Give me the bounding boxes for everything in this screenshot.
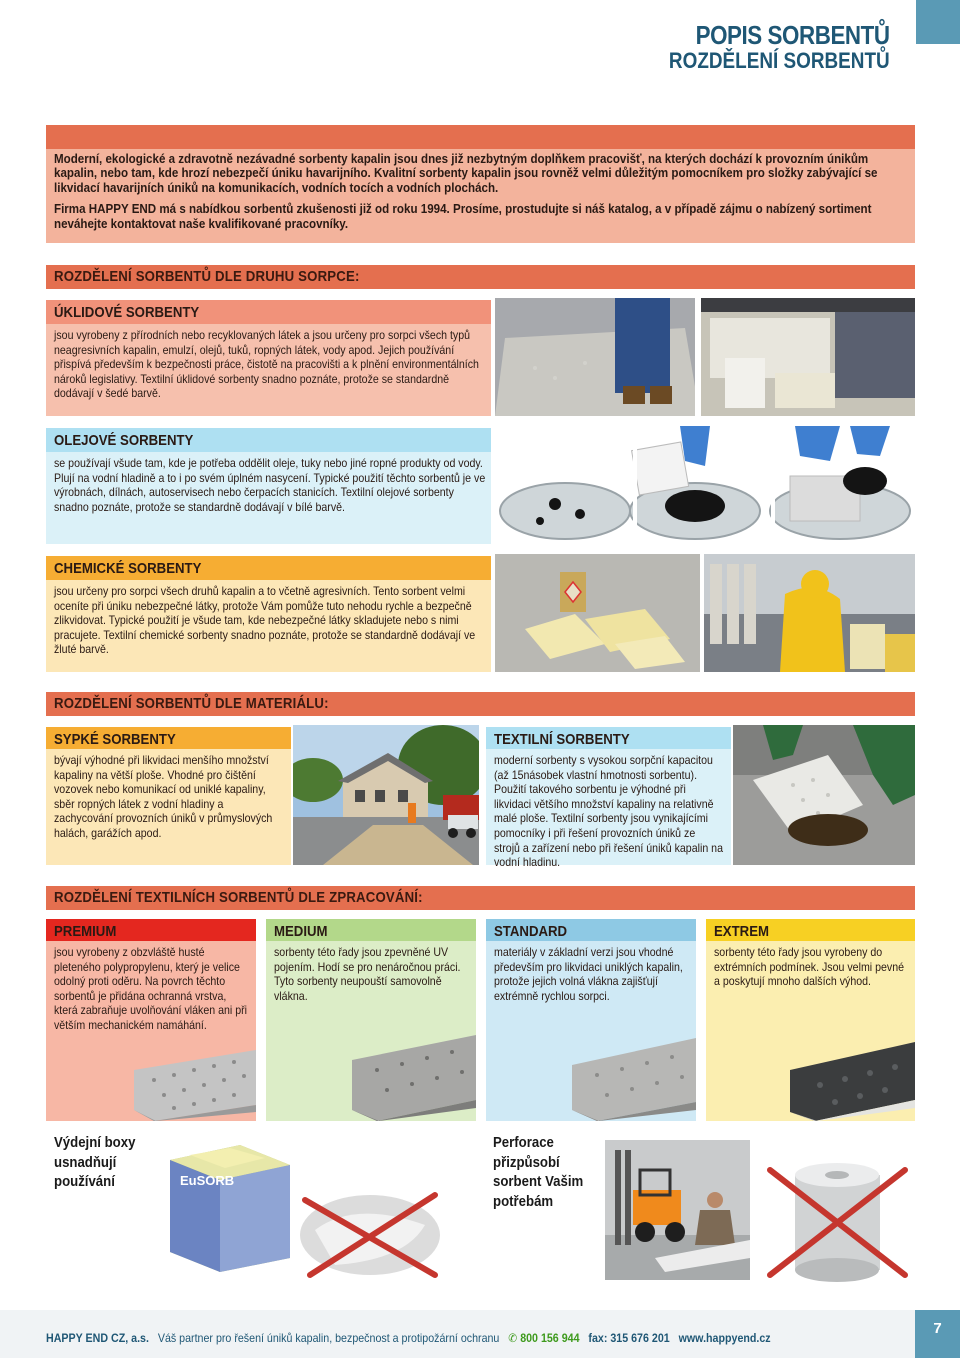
- dispenser-box-photo: [160, 1140, 295, 1272]
- premium-sample-photo: [134, 1050, 256, 1121]
- premium-heading: [46, 919, 256, 941]
- dispenser-box-logo: EuSORB: [180, 1173, 235, 1188]
- no-roll-photo: [760, 1160, 915, 1285]
- standard-text: materiály v základní verzi jsou vhodné především pro likvidaci uniklých kapalin, protože jejich volná vlákna zajišťují extrémně rychlou sorpci.: [494, 945, 683, 1003]
- page-subtitle: ROZDĚLENÍ SORBENTŮ: [669, 48, 890, 73]
- loose-sorbents-box: [46, 749, 291, 865]
- premium-title: PREMIUM: [54, 923, 117, 940]
- footer-fax: 315 676 201: [610, 1332, 670, 1345]
- extrem-text: sorbenty této řady jsou vyrobeny do extrémních podmínek. Jsou velmi pevné a poskytují mnoho dalších výhod.: [714, 945, 905, 989]
- standard-heading: [486, 919, 696, 941]
- loose-sorbents-heading: [46, 727, 291, 749]
- cleaning-sorbents-heading: [46, 300, 491, 324]
- section-sorption-title: ROZDĚLENÍ SORBENTŮ DLE DRUHU SORPCE:: [54, 268, 360, 285]
- footer-phone[interactable]: 800 156 944: [520, 1332, 580, 1345]
- textile-sorbents-photo: [733, 725, 915, 865]
- footer-fax-label: fax:: [588, 1332, 608, 1345]
- intro-paragraph-1: Moderní, ekologické a zdravotně nezávadné sorbenty kapalin jsou dnes již nezbytným doplňkem pracovišť, na kterých dochází k provozním únikům kapalin, nebo tam, kde hrozí nebezpečí úniku havarijního. Kvalitní sorbenty kapalin jsou rovněž velmi důležitým pomocníkem pro složky zabývající se likvidací havarijních úniků na komunikacích, vodních tocích a vodních plochách.: [54, 152, 878, 195]
- oil-sorbents-text: se používají všude tam, kde je potřeba oddělit oleje, tuky nebo jiné ropné produkty od vody. Plují na vodní hladině a to i po svém úplném nasycení. Typické použití těchto sorbentů je ve výrobnách, dílnách, autoservisech nebo čerpacích stanicích. Textilní olejové sorbenty snadno poznáte, protože se standardně dodávají v bílé barvě.: [54, 456, 486, 514]
- oil-sorbents-box: [46, 452, 491, 544]
- textile-sorbents-text: moderní sorbenty s vysokou sorpční kapacitou (až 15násobek vlastní hmotnosti sorbentu). Použití takového sorbentu je výhodné při likvidaci většího množství kapaliny na relativně malé ploše. Textilní sorbenty jsou vynikajícími pomocníky i při řešení provozních úniků ze strojů a zařízení nebo při řešení úniků kapalin na vodní hladinu.: [494, 753, 724, 870]
- forklift-photo: [605, 1140, 750, 1280]
- footer-text: [46, 1331, 771, 1345]
- page-title: POPIS SORBENTŮ: [695, 20, 890, 50]
- chemical-sorbents-photo: [495, 554, 915, 672]
- medium-title: MEDIUM: [274, 923, 328, 940]
- chemical-sorbents-heading: [46, 556, 491, 580]
- oil-sorbents-title: OLEJOVÉ SORBENTY: [54, 432, 194, 449]
- cleaning-sorbents-title: ÚKLIDOVÉ SORBENTY: [54, 304, 200, 321]
- chemical-sorbents-box: [46, 580, 491, 672]
- medium-text: sorbenty této řady jsou zpevněné UV pojením. Hodí se pro nenáročnou práci. Tyto sorbenty neupouští samovolně vlákna.: [274, 945, 461, 1003]
- loose-sorbents-photo: [293, 725, 479, 865]
- page-number: 7: [915, 1310, 960, 1358]
- loose-sorbents-title: SYPKÉ SORBENTY: [54, 731, 176, 748]
- loose-sorbents-text: bývají výhodné při likvidaci menšího množství kapaliny na větší ploše. Vhodné pro čištění vozovek nebo komunikací od uniklé kapaliny, sběr ropných látek z vodní hladiny a zachycování provozních úniků v průmyslových halách, garážích apod.: [54, 753, 273, 840]
- header-corner-square: [916, 0, 960, 44]
- intro-paragraph-2: Firma HAPPY END má s nabídkou sorbentů zkušenosti již od roku 1994. Prosíme, prostudujte si náš katalog, a v případě zájmu o nabízený sortiment neváhejte kontaktovat naše kvalifikované pracovníky.: [54, 202, 872, 231]
- standard-title: STANDARD: [494, 923, 568, 940]
- cleaning-sorbents-photo: [495, 298, 915, 416]
- footer-brand: HAPPY END CZ, a.s.: [46, 1332, 149, 1345]
- footer-website-link[interactable]: www.happyend.cz: [678, 1332, 771, 1345]
- medium-heading: [266, 919, 476, 941]
- intro-box: [46, 149, 915, 243]
- premium-text: jsou vyrobeny z obzvláště husté pleteného polypropylenu, který je velice odolný proti oděru. Na povrch těchto sorbentů je přidána ochranná vrstva, která zabraňuje uvolňování vláken ani při větším mechanickém namáhání.: [54, 945, 248, 1032]
- cleaning-sorbents-box: [46, 324, 491, 416]
- extrem-heading: [706, 919, 915, 941]
- perforation-caption: Perforace přizpůsobí sorbent Vašim potřebám: [493, 1134, 584, 1210]
- chemical-sorbents-title: CHEMICKÉ SORBENTY: [54, 560, 202, 577]
- intro-band: [46, 125, 915, 149]
- no-box-photo: [295, 1180, 445, 1285]
- textile-sorbents-heading: [486, 727, 731, 749]
- section-processing-title: ROZDĚLENÍ TEXTILNÍCH SORBENTŮ DLE ZPRACOVÁNÍ:: [54, 889, 423, 906]
- standard-sample-photo: [572, 1030, 696, 1121]
- oil-sorbents-heading: [46, 428, 491, 452]
- medium-sample-photo: [352, 1030, 476, 1121]
- phone-icon: ✆: [508, 1332, 518, 1345]
- extrem-sample-photo: [790, 1030, 915, 1121]
- extrem-title: EXTREM: [714, 923, 770, 940]
- textile-sorbents-box: [486, 749, 731, 870]
- oil-sorbents-photo: [495, 426, 915, 544]
- textile-sorbents-title: TEXTILNÍ SORBENTY: [494, 731, 630, 748]
- cleaning-sorbents-text: jsou vyrobeny z přírodních nebo recyklovaných látek a jsou určeny pro sorpci všech typů neagresivních kapalin, emulzí, olejů, tuků, ropných látek, vody apod. Jejich používání přispívá především k bezpečnosti práce, čistotě na pracovišti a k plnění environmentálních nároků legislativy. Textilní úklidové sorbenty snadno poznáte, protože se standardně dodávají v šedé barvě.: [54, 328, 479, 401]
- footer-tagline: Váš partner pro řešení úniků kapalin, bezpečnost a protipožární ochranu: [157, 1332, 500, 1345]
- chemical-sorbents-text: jsou určeny pro sorpci všech druhů kapalin a to včetně agresivních. Tento sorbent velmi oceníte při úniku nebezpečné látky, protože Vám pomůže tuto nehodu rychle a bezpečně zlikvidovat. Typické použití je všude tam, kde nebezpečné látky skladujete nebo s nimi pracujete. Textilní chemické sorbenty snadno poznáte, protože se standardně dodávají ve žluté barvě.: [54, 584, 476, 657]
- section-material-title: ROZDĚLENÍ SORBENTŮ DLE MATERIÁLU:: [54, 695, 329, 712]
- dispenser-box-caption: Výdejní boxy usnadňují používání: [54, 1134, 136, 1191]
